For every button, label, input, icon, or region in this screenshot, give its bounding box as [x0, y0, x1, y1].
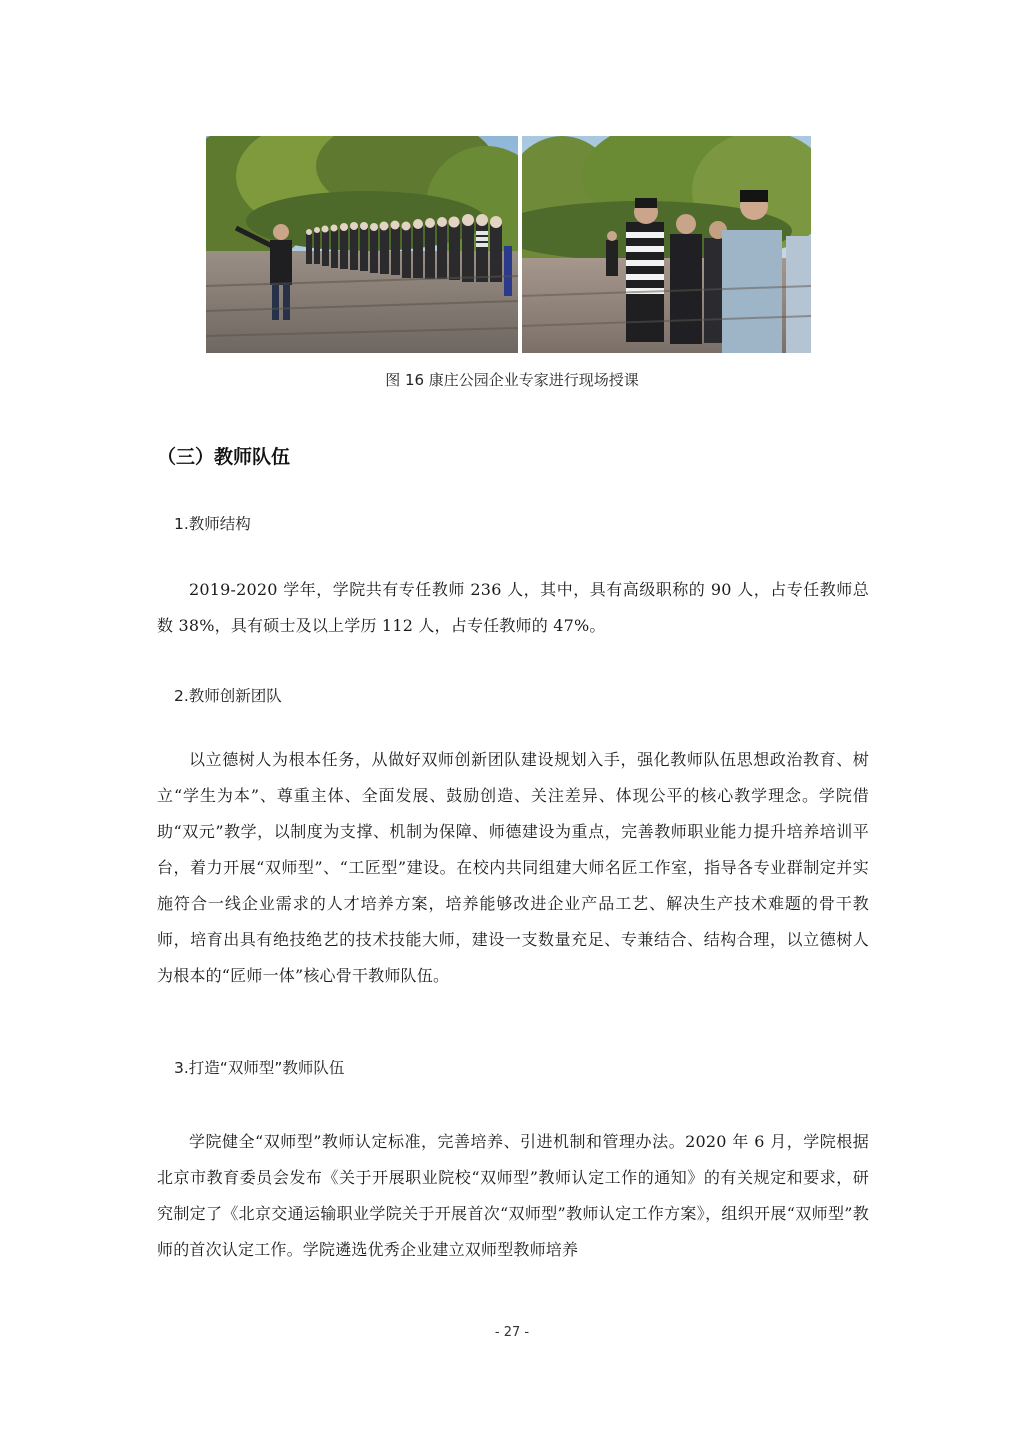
photo-park-lecture-group-image [206, 136, 518, 353]
paragraph-dual-qualified: 学院健全“双师型”教师认定标准，完善培养、引进机制和管理办法。2020 年 6 月，学院根据北京市教育委员会发布《关于开展职业院校“双师型”教师认定工作的通知》的有关规定和要求，研究制定了《北京交通运输职业学院关于开展首次“双师型”教师认定工作方案》，组织开展“双师型”教师的首次认定工作。学院遴选优秀企业建立双师型教师培养 [157, 1132, 869, 1259]
photo-park-lecture-students-image [522, 136, 811, 353]
page-number: - 27 - [494, 1325, 530, 1340]
figure-16 [206, 136, 811, 353]
photo-park-lecture-group [206, 136, 518, 353]
paragraph-teacher-structure: 2019-2020 学年，学院共有专任教师 236 人，其中，具有高级职称的 90 人，占专任教师总数 38%，具有硕士及以上学历 112 人，占专任教师的 47%。 [157, 580, 869, 635]
photo-park-lecture-students [522, 136, 811, 353]
paragraph-innovation-team: 以立德树人为根本任务，从做好双师创新团队建设规划入手，强化教师队伍思想政治教育、树立“学生为本”、尊重主体、全面发展、鼓励创造、关注差异、体现公平的核心教学理念。学院借助“双元”教学，以制度为支撑、机制为保障、师德建设为重点，完善教师职业能力提升培养培训平台，着力开展“双师型”、“工匠型”建设。在校内共同组建大师名匠工作室，指导各专业群制定并实施符合一线企业需求的人才培养方案，培养能够改进企业产品工艺、解决生产技术难题的骨干教师，培育出具有绝技绝艺的技术技能大师，建设一支数量充足、专兼结合、结构合理，以立德树人为根本的“匠师一体”核心骨干教师队伍。 [157, 750, 869, 985]
section-heading: （三）教师队伍 [157, 446, 291, 468]
subsection-title-innovation-team: 2.教师创新团队 [174, 687, 282, 705]
subsection-title-dual-qualified: 3.打造“双师型”教师队伍 [174, 1059, 345, 1077]
figure-caption: 图 16 康庄公园企业专家进行现场授课 [385, 371, 639, 389]
subsection-title-teacher-structure: 1.教师结构 [174, 515, 251, 533]
